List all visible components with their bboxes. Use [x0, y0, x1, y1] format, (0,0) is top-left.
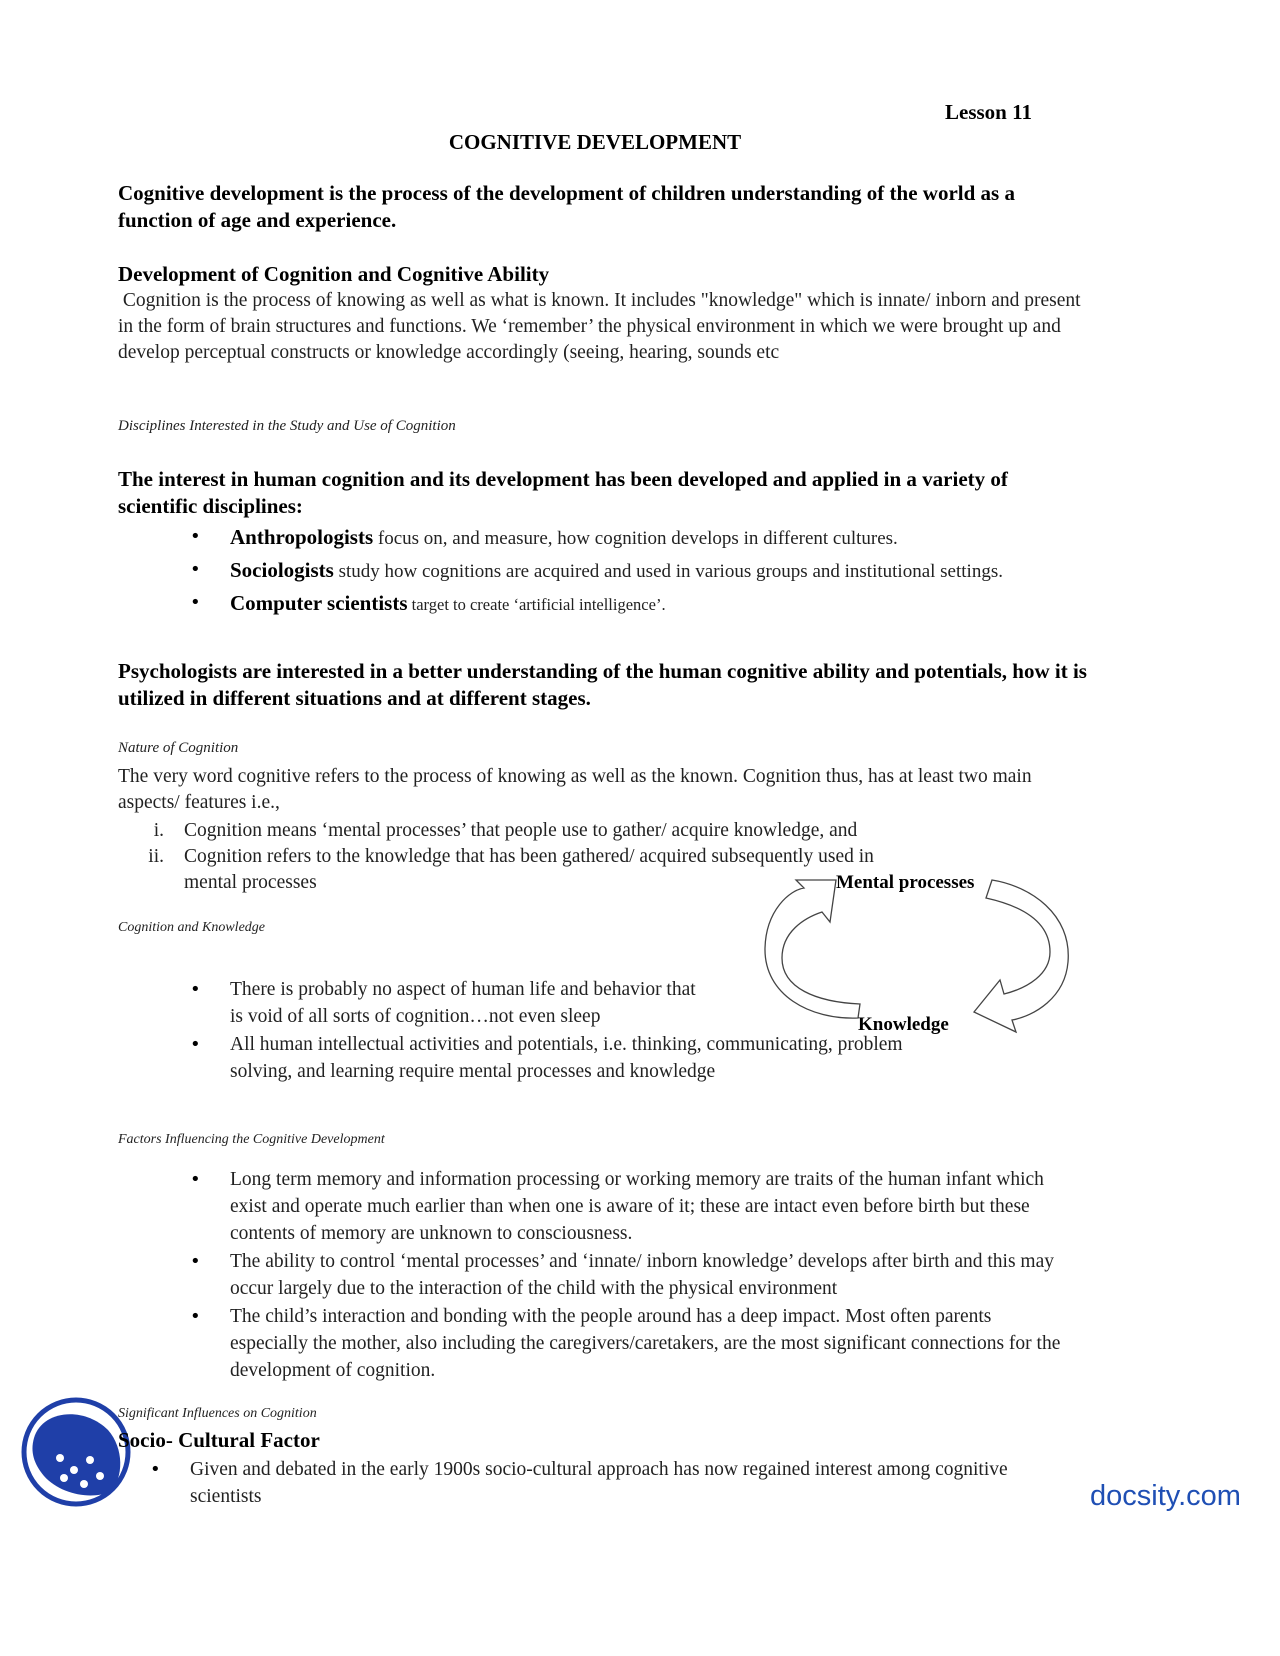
discipline-text: study how cognitions are acquired and used in various groups and institutional settings. — [333, 561, 1003, 582]
list-number: i. — [153, 820, 164, 841]
intro-definition: Cognitive development is the process of the development of children understanding of the world as a function of age and experience. — [118, 181, 1015, 232]
lesson-number: Lesson 11 — [945, 100, 1032, 124]
discipline-term: Sociologists — [230, 558, 334, 582]
list-item — [190, 557, 1070, 585]
list-number: ii. — [148, 846, 164, 867]
list-item-text: Long term memory and information processing or working memory are traits of the human infant which exist and operate much earlier than when one is aware of it; these are intact even before birth but these contents of memory are unknown to consciousness. — [230, 1169, 1044, 1244]
cycle-diagram — [760, 870, 1080, 1070]
list-item-text: Given and debated in the early 1900s socio-cultural approach has now regained interest among cognitive scientists — [190, 1459, 1008, 1507]
page-title: COGNITIVE DEVELOPMENT — [448, 130, 742, 154]
aspect-text: Cognition refers to the knowledge that has been gathered/ acquired subsequently used in mental processes — [184, 846, 874, 893]
list-item — [190, 524, 1070, 552]
bullet-icon: • — [150, 1459, 161, 1480]
list-item-text: All human intellectual activities and potentials, i.e. thinking, communicating, problem solving, and learning require mental processes and knowledge — [230, 1034, 903, 1082]
nature-paragraph: The very word cognitive refers to the process of knowing as well as the known. Cognition thus, has at least two main aspects/ features i.e., — [118, 766, 1032, 813]
caption-factors: Factors Influencing the Cognitive Development — [118, 1132, 385, 1147]
left-cycle-arrow — [765, 880, 860, 1018]
bullet-icon: • — [190, 979, 201, 1000]
section-heading-development: Development of Cognition and Cognitive Ability — [118, 262, 550, 286]
discipline-text: focus on, and measure, how cognition develops in different cultures. — [373, 528, 898, 549]
diagram-label-knowledge: Knowledge — [858, 1014, 949, 1035]
list-item-text: There is probably no aspect of human life and behavior that is void of all sorts of cognition…not even sleep — [230, 979, 696, 1027]
list-item — [190, 1166, 1070, 1247]
caption-nature: Nature of Cognition — [118, 740, 239, 756]
list-item-text: The child’s interaction and bonding with the people around has a deep impact. Most often parents especially the mother, also including the caregivers/caretakers, are the most significant connections for the development of cognition. — [230, 1306, 1061, 1381]
bullet-icon: • — [190, 592, 201, 613]
bullet-icon: • — [190, 559, 201, 580]
docsity-logo-icon — [20, 1396, 132, 1508]
socio-list — [150, 1456, 1030, 1510]
bullet-icon: • — [190, 1034, 201, 1055]
caption-knowledge: Cognition and Knowledge — [118, 920, 265, 935]
psychologists-statement: Psychologists are interested in a better understanding of the human cognitive ability and potentials, how it is utilized in different situations and at different stages. — [118, 659, 1087, 710]
bullet-icon: • — [190, 1251, 201, 1272]
factors-list — [190, 1166, 1070, 1385]
right-cycle-arrow — [974, 880, 1068, 1032]
aspect-text: Cognition means ‘mental processes’ that people use to gather/ acquire knowledge, and — [184, 820, 858, 841]
discipline-term: Anthropologists — [230, 525, 374, 549]
bullet-icon: • — [190, 526, 201, 547]
list-item — [190, 976, 700, 1030]
section-heading-socio-cultural: Socio- Cultural Factor — [118, 1428, 320, 1452]
caption-disciplines: Disciplines Interested in the Study and Use of Cognition — [118, 418, 456, 434]
docsity-watermark[interactable]: docsity.com — [1090, 1480, 1241, 1512]
list-item — [190, 1303, 1070, 1384]
development-paragraph-text: Cognition is the process of knowing as well as what is known. It includes "knowledge" which is innate/ inborn and present in the form of brain structures and functions. We ‘remember’ the physical environment in which we were brought up and develop perceptual constructs or knowledge accordingly (seeing, hearing, sounds etc — [118, 290, 1081, 363]
list-item — [190, 590, 1070, 618]
disciplines-list — [190, 524, 1070, 623]
diagram-label-mental-processes: Mental processes — [836, 872, 975, 893]
discipline-text: target to create ‘artificial intelligence’. — [407, 595, 666, 614]
list-item — [190, 1248, 1070, 1302]
bullet-icon: • — [190, 1306, 201, 1327]
interest-statement: The interest in human cognition and its development has been developed and applied in a variety of scientific disciplines: — [118, 467, 1008, 518]
list-item — [150, 1456, 1030, 1510]
caption-influences: Significant Influences on Cognition — [118, 1406, 317, 1421]
bullet-icon: • — [190, 1169, 201, 1190]
list-item — [140, 818, 1040, 844]
discipline-term: Computer scientists — [230, 591, 408, 615]
development-paragraph — [118, 288, 1088, 366]
list-item-text: The ability to control ‘mental processes’ and ‘innate/ inborn knowledge’ develops after birth and this may occur largely due to the interaction of the child with the physical environment — [230, 1251, 1054, 1299]
